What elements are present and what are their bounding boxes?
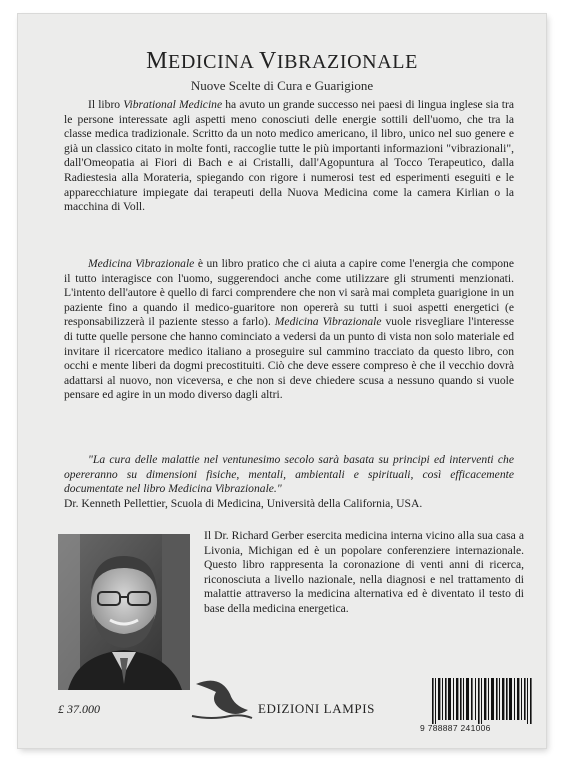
- p1-book-title: Vibrational Medicine: [123, 98, 223, 111]
- p2-book-title: Medicina Vibrazionale: [88, 257, 195, 270]
- description-paragraph-1: [64, 98, 514, 215]
- p2-text-1: è un libro pratico che ci aiuta a capire come l'energia che compone il tutto interagisce con l'uomo, suggerendoci anche come utilizzare gli strumenti menzionati. L'intento dell'autore è quello di farci comprendere che non vi sarà mai completa guarigione in un paziente fino a quando il medico-guaritore non opererà su tutti i suoi aspetti energetici (e responsabilizzerà il paziente stesso a farlo).: [64, 257, 514, 329]
- endorsement-quote: [64, 453, 514, 511]
- description-paragraph-2: [64, 257, 514, 403]
- p2-text-2: vuole risvegliare l'interesse di tutte quelle persone che hanno cominciato a vedersi da un punto di vista non solo materiale ed invitare il ricercatore medico italiano a proseguire sul cammino tracciato da questo libro, con occhi e mente liberi da dogmi precostituiti. Ciò che deve essere compreso è che il vecchio dovrà adattarsi al nuovo, non viceversa, e che non si deve chiedere scusa a nessuno quando si vuole pensare ed agire in un modo diverso dagli altri.: [64, 315, 514, 402]
- back-cover: [18, 14, 546, 748]
- price-label: £ 37.000: [58, 702, 100, 716]
- quote-attribution: Dr. Kenneth Pellettier, Scuola di Medicina, Università della California, USA.: [64, 496, 423, 510]
- p1-text: ha avuto un grande successo nei paesi di lingua inglese sia tra le persone interessate agli aspetti meno conosciuti delle energie sottili dell'uomo, che tra la classe medica tradizionale. Scritto da un noto medico americano, il libro, unico nel suo genere e già un classico citato in molte fonti, raccoglie tutte le più importanti informazioni "vibrazionali", dall'Omeopatia ai Fiori di Bach e ai Cristalli, dall'Agopuntura al Tocco Terapeutico, dalla Radiestesia alla Morateria, spiegando con rigore i numerosi test ed esperimenti eseguiti e le apparecchiature impiegate dai terapeuti della Nuova Medicina come la camera Kirlian o la macchina di Voll.: [64, 98, 515, 214]
- publisher-name: EDIZIONI LAMPIS: [258, 701, 375, 716]
- author-photo: [58, 534, 190, 690]
- book-title: [18, 48, 546, 75]
- author-portrait-image: [58, 534, 190, 690]
- title-initial-m: M: [146, 48, 169, 74]
- title-rest-1: EDICINA: [168, 51, 259, 73]
- author-bio: Il Dr. Richard Gerber esercita medicina interna vicino alla sua casa a Livonia, Michigan ed è un popolare conferenziere internazionale. Questo libro rappresenta la coronazione di venti anni di ricerca, riconosciuta a livello nazionale, nella diagnosi e nel trattamento di malattie attraverso la medicina alternativa ed è diventato il testo di base della medicina energetica.: [204, 529, 524, 615]
- publisher-wave-logo: [190, 676, 254, 726]
- title-rest-2: IBRAZIONALE: [276, 51, 418, 73]
- barcode-icon: [432, 678, 532, 724]
- title-initial-v: V: [258, 48, 277, 74]
- isbn-number: 9 788887 241006: [420, 723, 491, 733]
- quote-text: "La cura delle malattie nel ventunesimo secolo sarà basata su principi ed interventi che opereranno su dimensioni fisiche, mentali, ambientali e spirituali, così efficacemente documentate nel libro Medicina Vibrazionale.": [64, 453, 514, 496]
- p1-lead: Il libro: [88, 98, 124, 111]
- book-subtitle: Nuove Scelte di Cura e Guarigione: [190, 78, 374, 93]
- p2-book-title-2: Medicina Vibrazionale: [274, 315, 382, 329]
